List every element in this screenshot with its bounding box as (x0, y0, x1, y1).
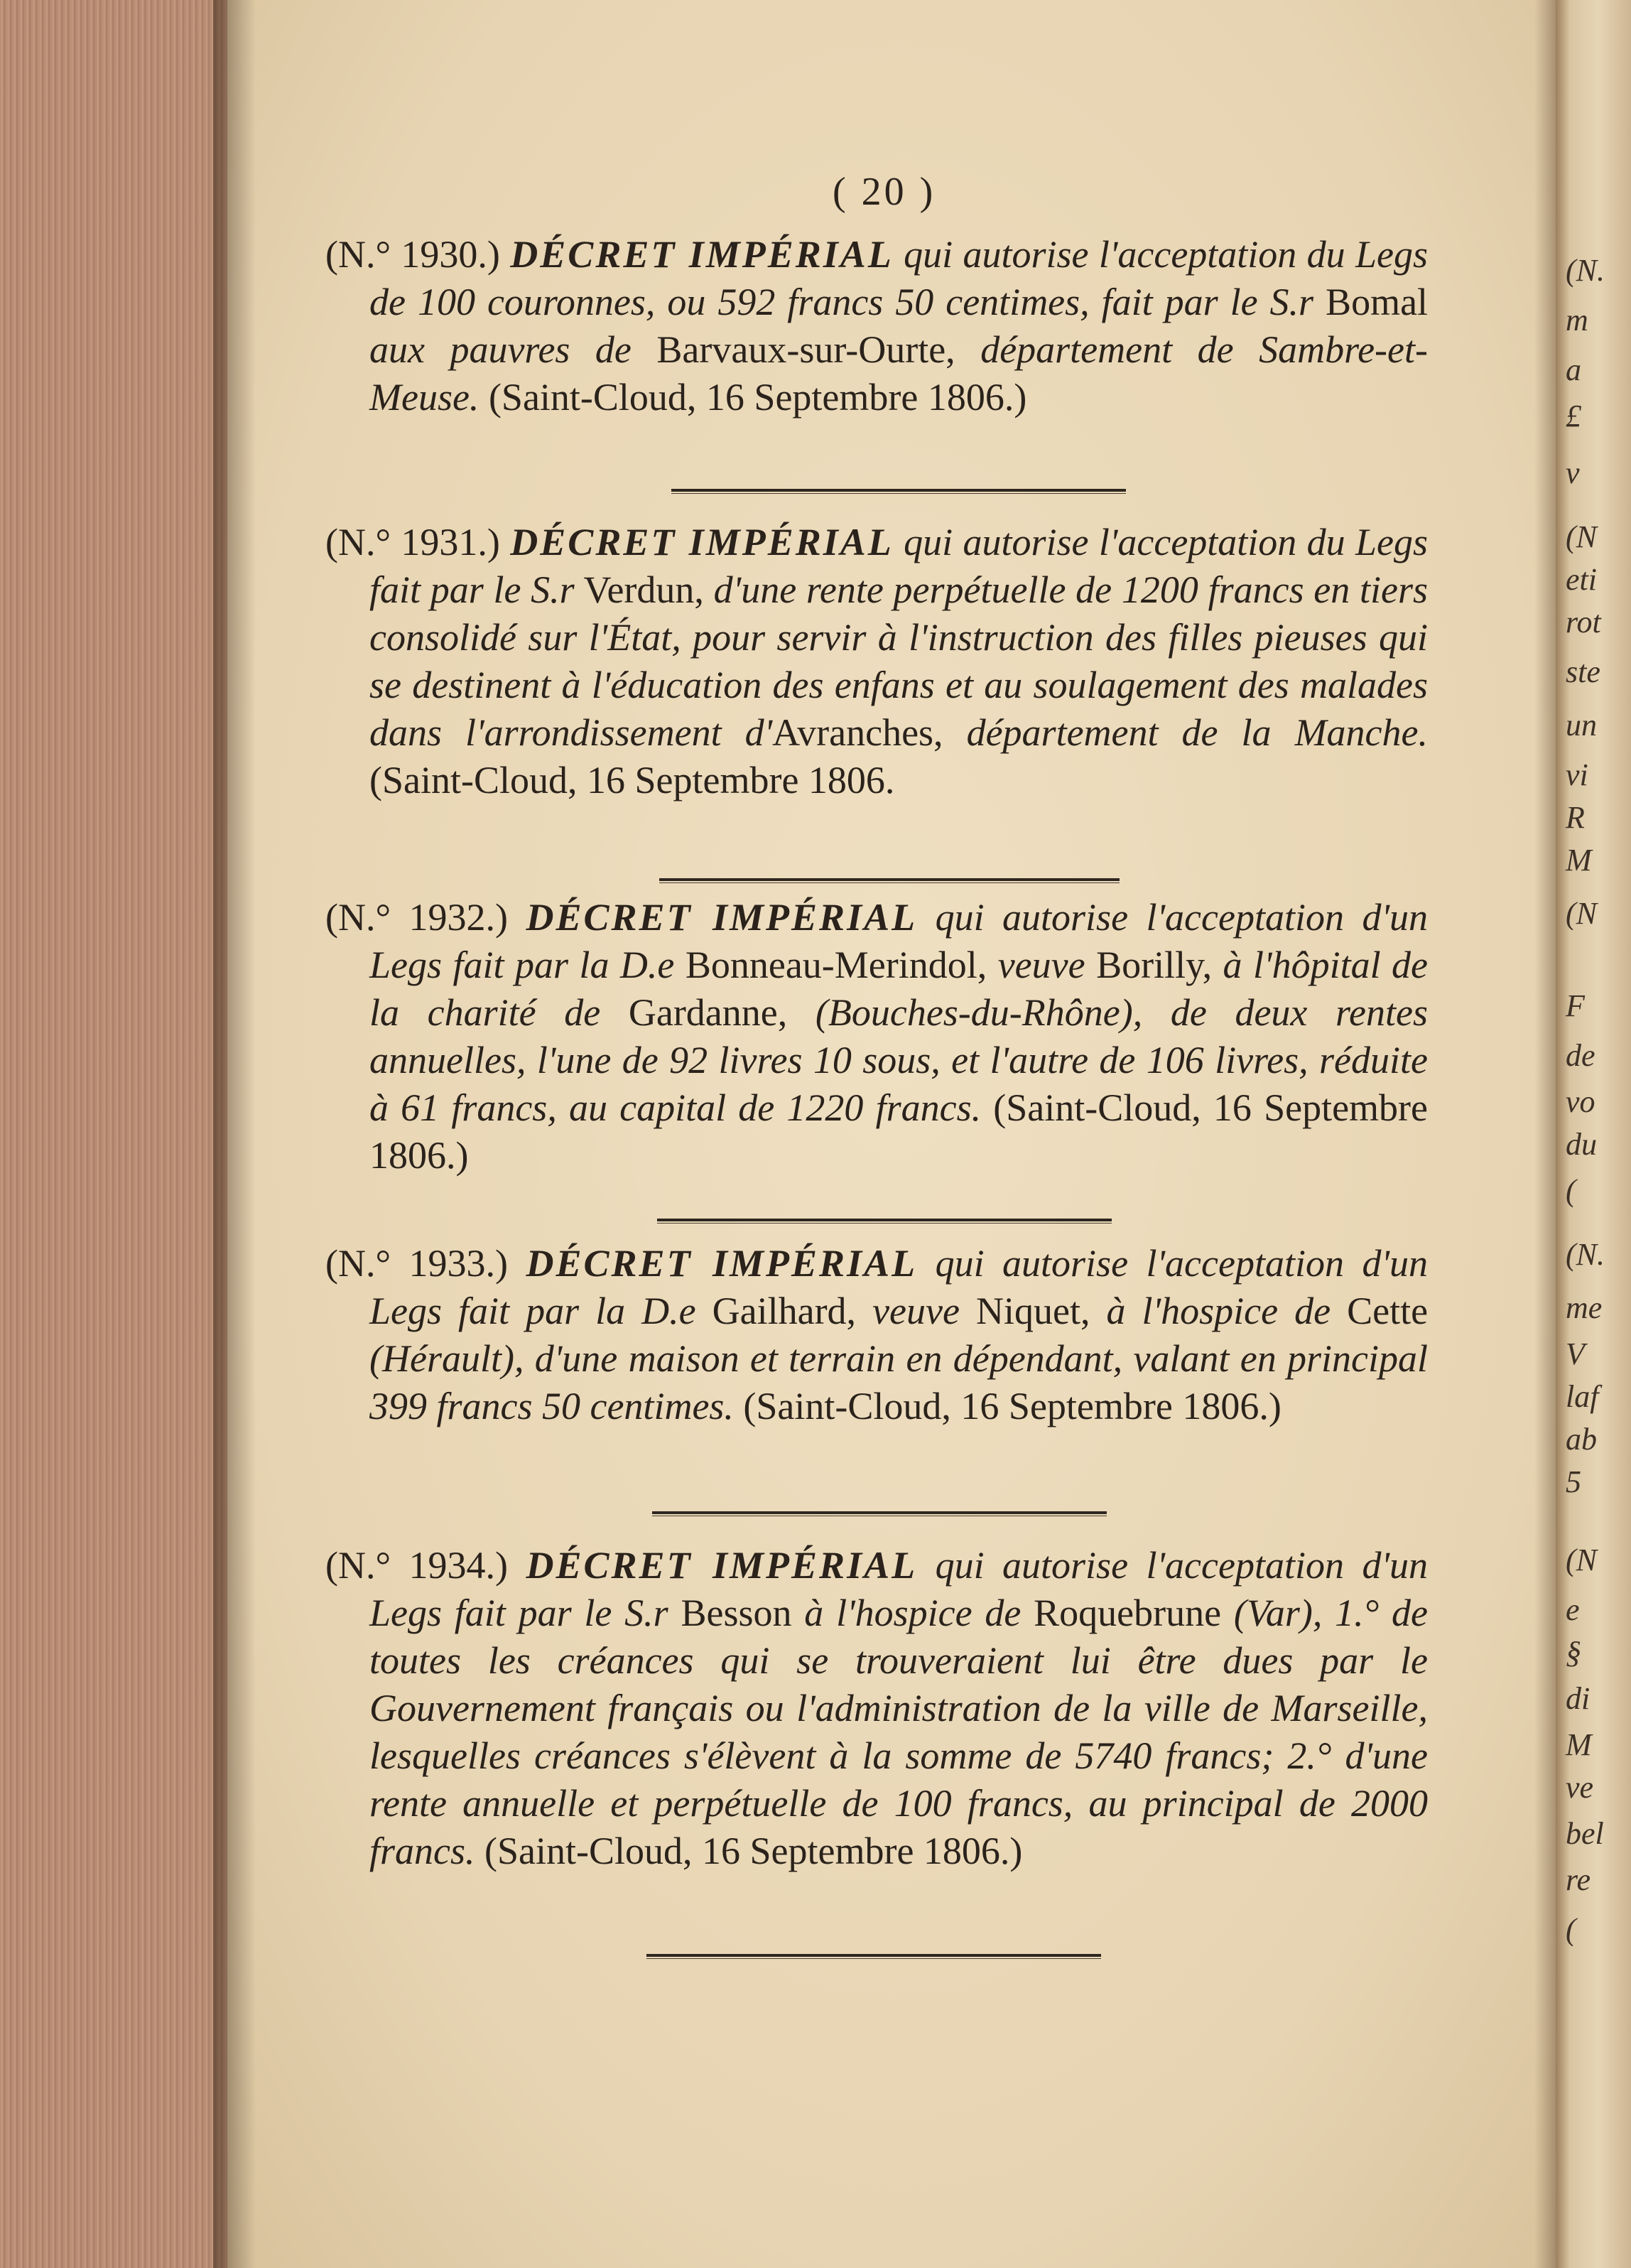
entry-text: (Var), 1.° de toutes les créances qui se trouveraient lui être dues par le Gouvernement français ou l'administration de la ville de Marseille, lesquelles créances s'élèvent à la somme de 5740 francs; 2.° d'une rente annuelle et perpétuelle de 100 francs, au principal de 2000 francs. (369, 1592, 1429, 1872)
adjacent-page-text: vo (1566, 1084, 1595, 1119)
entry-text: département de Sambre-et-Meuse. (369, 328, 1428, 418)
section-rule (671, 489, 1126, 492)
entry-name: Borilly, (1096, 944, 1213, 986)
entry-place: Cette (1347, 1290, 1429, 1332)
entry-place: Barvaux-sur-Ourte, (656, 328, 955, 371)
section-rule (646, 1954, 1101, 1957)
entry-number: (N.° 1933.) (325, 1242, 509, 1285)
entry-text: aux pauvres de (369, 328, 632, 371)
adjacent-page-text: ( (1566, 1912, 1576, 1947)
entry-type: DÉCRET IMPÉRIAL (510, 233, 894, 276)
section-rule (657, 1219, 1112, 1221)
adjacent-page-text: 5 (1566, 1464, 1581, 1499)
entry-date: (Saint-Cloud, 16 Septembre 1806.) (743, 1385, 1282, 1427)
adjacent-page-text: un (1566, 708, 1597, 742)
entry-text: qui autorise l'acceptation d'un Legs fait par la D.e (369, 896, 1428, 986)
adjacent-page-text: rot (1566, 605, 1601, 639)
entry-text: veuve (997, 944, 1085, 986)
entry-text: qui autorise l'acceptation du Legs fait par le S.r (369, 521, 1429, 611)
entry-date: (Saint-Cloud, 16 Septembre 1806.) (369, 1086, 1429, 1177)
adjacent-page-text: du (1566, 1127, 1597, 1162)
adjacent-page-text: eti (1566, 562, 1597, 597)
section-rule (652, 1511, 1107, 1514)
adjacent-page-text: (N (1566, 896, 1597, 931)
entry-name: Besson (681, 1592, 792, 1634)
page-edge-shadow (213, 0, 256, 2268)
decree-entry-1930 (325, 231, 1429, 421)
adjacent-page-text: v (1566, 455, 1580, 490)
adjacent-page-text: ( (1566, 1173, 1576, 1208)
page-number: ( 20 ) (833, 170, 936, 214)
adjacent-page-text: bel (1566, 1816, 1604, 1851)
adjacent-page-text: (N (1566, 519, 1597, 554)
section-rule (659, 878, 1120, 881)
entry-type: DÉCRET IMPÉRIAL (526, 1242, 918, 1285)
entry-date: (Saint-Cloud, 16 Septembre 1806.) (484, 1830, 1023, 1872)
decree-entry-1933 (325, 1240, 1429, 1430)
adjacent-page-text: di (1566, 1681, 1591, 1716)
adjacent-page-text: laf (1566, 1379, 1599, 1414)
entry-text: à l'hospice de (804, 1592, 1022, 1634)
adjacent-page-text: e (1566, 1592, 1580, 1627)
entry-name: Verdun, (583, 568, 704, 611)
adjacent-page-text: a (1566, 352, 1581, 387)
adjacent-page-text: § (1566, 1635, 1581, 1670)
adjacent-page-text: me (1566, 1290, 1603, 1325)
entry-text: département de la Manche. (966, 711, 1428, 754)
entry-text: (Bouches-du-Rhône), de deux rentes annuelles, l'une de 92 livres 10 sous, et l'autre de 106 livres, réduite à 61 francs, au capital de 1220 francs. (369, 991, 1428, 1129)
entry-name: Bomal (1326, 281, 1429, 323)
entry-text: couronnes, ou 592 francs 50 centimes, fait par le S.r (487, 281, 1314, 323)
entry-place: Avranches, (772, 711, 943, 754)
entry-place: Roquebrune (1034, 1592, 1222, 1634)
adjacent-page-text: re (1566, 1862, 1591, 1897)
adjacent-page-text: vi (1566, 757, 1588, 792)
entry-date: (Saint-Cloud, 16 Septembre 1806. (369, 759, 895, 801)
entry-name: Niquet, (976, 1290, 1090, 1332)
entry-text: (Hérault), d'une maison et terrain en dépendant, valant en principal 399 francs 50 centimes. (369, 1337, 1428, 1427)
adjacent-page-fragment (1556, 0, 1631, 2268)
adjacent-page-text: (N. (1566, 253, 1605, 288)
decree-entry-1934 (325, 1542, 1429, 1875)
entry-number: (N.° 1934.) (325, 1544, 509, 1587)
entry-date: (Saint-Cloud, 16 Septembre 1806.) (488, 376, 1027, 418)
adjacent-page-text: V (1566, 1336, 1585, 1371)
adjacent-page-text: £ (1566, 399, 1581, 433)
adjacent-page-text: M (1566, 843, 1592, 878)
adjacent-page-text: ste (1566, 654, 1600, 689)
adjacent-page-text: F (1566, 988, 1585, 1023)
adjacent-page-text: M (1566, 1727, 1592, 1762)
entry-type: DÉCRET IMPÉRIAL (526, 1544, 918, 1587)
entry-name: Bonneau-Merindol, (685, 944, 987, 986)
entry-place: Gardanne, (628, 991, 788, 1034)
adjacent-page-text: (N. (1566, 1237, 1605, 1272)
adjacent-page-text: de (1566, 1038, 1595, 1073)
decree-entry-1931 (325, 519, 1429, 804)
entry-type: DÉCRET IMPÉRIAL (526, 896, 918, 939)
entry-text: 100 (417, 281, 475, 323)
entry-text: qui autorise l'acceptation d'un Legs fait par la D.e (369, 1242, 1428, 1332)
entry-text: à l'hospice de (1106, 1290, 1331, 1332)
entry-name: Gailhard, (712, 1290, 857, 1332)
decree-entry-1932 (325, 894, 1429, 1179)
entry-text: qui autorise l'acceptation du Legs de (369, 233, 1429, 323)
book-page-edges (0, 0, 234, 2268)
entry-type: DÉCRET IMPÉRIAL (510, 521, 894, 563)
entry-text: veuve (872, 1290, 960, 1332)
adjacent-page-text: ab (1566, 1422, 1597, 1457)
adjacent-page-text: R (1566, 800, 1585, 835)
entry-number: (N.° 1930.) (325, 233, 500, 276)
entry-text: qui autorise l'acceptation d'un Legs fait par le S.r (369, 1544, 1428, 1634)
entry-number: (N.° 1931.) (325, 521, 500, 563)
adjacent-page-text: (N (1566, 1543, 1597, 1577)
adjacent-page-text: ve (1566, 1770, 1594, 1805)
entry-number: (N.° 1932.) (325, 896, 509, 939)
entry-text: à l'hôpital de la charité de (369, 944, 1429, 1034)
adjacent-page-text: m (1566, 303, 1588, 338)
entry-text: d'une rente perpétuelle de 1200 francs en tiers consolidé sur l'État, pour servir à l'instruction des filles pieuses qui se destinent à l'éducation des enfans et au soulagement des malades dans l'arrondissement d' (369, 568, 1428, 754)
